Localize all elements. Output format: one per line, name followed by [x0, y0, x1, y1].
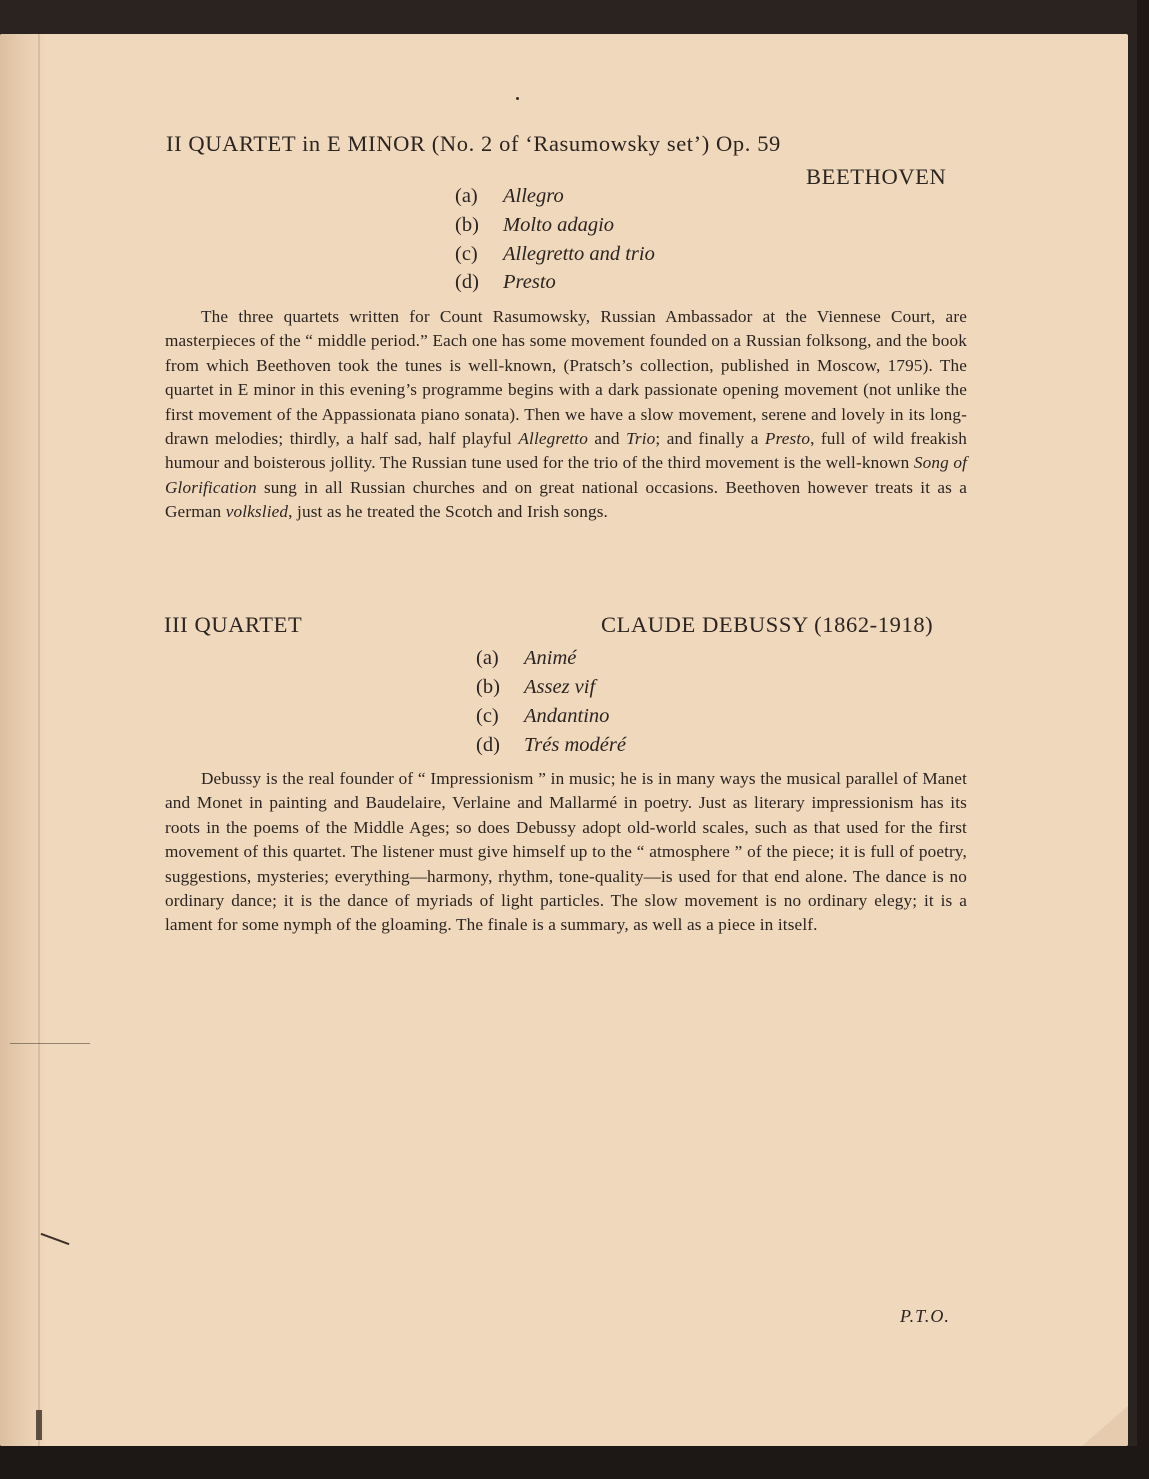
- movement-item: [455, 214, 614, 237]
- movement-label: (d): [455, 271, 479, 293]
- movement-item: [476, 734, 626, 757]
- note-text: , just as he treated the Scotch and Irish songs.: [288, 502, 609, 522]
- page-turn-note: P.T.O.: [900, 1306, 950, 1326]
- section-3-composer: CLAUDE DEBUSSY (1862-1918): [601, 612, 934, 637]
- paper-scratch: [10, 1043, 90, 1044]
- paper-speck: [516, 97, 519, 100]
- note-italic: Allegretto: [518, 429, 588, 449]
- movement-title: Allegro: [503, 185, 564, 207]
- movement-label: (c): [476, 705, 499, 727]
- movement-label: (d): [476, 734, 500, 756]
- movement-item: [476, 647, 576, 670]
- movement-item: [476, 676, 595, 699]
- note-text: The three quartets written for Count Rasumowsky, Russian Ambassador at the Viennese Court, are masterpieces of the “ middle period.” Each one has some movement founded on a Russian folksong, and the book from which Beethoven took the tunes is well-known, (Pratsch’s collection, published in Moscow, 1795). The quartet in E minor in this evening’s programme begins with a dark passionate opening movement (not unlike the first movement of the Appassionata piano sonata). Then we have a slow movement, serene and lovely in its long-drawn melodies; thirdly, a half sad, half playful: [165, 307, 967, 449]
- note-italic: Trio: [626, 429, 656, 449]
- movement-label: (c): [455, 243, 478, 265]
- note-italic: Presto: [764, 429, 811, 449]
- movement-title: Molto adagio: [503, 214, 615, 236]
- movement-label: (b): [476, 676, 500, 698]
- section-2-composer: BEETHOVEN: [806, 164, 947, 189]
- scan-background-right: [1137, 0, 1149, 1479]
- movement-title: Andantino: [524, 705, 610, 727]
- section-2-note: [165, 305, 967, 525]
- section-3-note: Debussy is the real founder of “ Impressionism ” in music; he is in many ways the musical parallel of Manet and Monet in painting and Baudelaire, Verlaine and Mallarmé in poetry. Just as literary impressionism has its roots in the poems of the Middle Ages; so does Debussy adopt old-world scales, such as that used for the first movement of this quartet. The listener must give himself up to the “ atmosphere ” of the piece; it is full of poetry, suggestions, mysteries; everything—harmony, rhythm, tone-quality—is used for that end alone. The dance is no ordinary dance; it is the dance of myriads of light particles. The slow movement is no ordinary elegy; it is a lament for some nymph of the gloaming. The finale is a summary, as well as a piece in itself.: [165, 769, 967, 935]
- section-3-heading: III QUARTET: [164, 612, 303, 637]
- movement-title: Allegretto and trio: [503, 243, 655, 265]
- movement-item: [455, 185, 564, 208]
- movement-label: (a): [476, 647, 499, 669]
- movement-item: [455, 271, 556, 294]
- section-2-heading: II QUARTET in E MINOR (No. 2 of ‘Rasumowsky set’) Op. 59: [166, 131, 781, 156]
- movement-label: (a): [455, 185, 478, 207]
- scan-background-bottom: [0, 1446, 1149, 1479]
- movement-item: [455, 243, 655, 266]
- note-italic: volkslied: [225, 502, 289, 522]
- paper-scratch: [36, 1410, 42, 1440]
- movement-title: Trés modéré: [524, 734, 626, 756]
- note-text: sung in all Russian churches and on great national occasions. Beethoven however treats it as a German: [165, 477, 967, 522]
- note-text: , full of wild freakish humour and boisterous jollity. The Russian tune used for the trio of the third movement is the well-known: [165, 429, 967, 473]
- note-text: and: [587, 429, 627, 449]
- movement-title: Presto: [503, 271, 556, 293]
- note-italic: Song of Glorification: [165, 453, 967, 497]
- movement-title: Assez vif: [524, 676, 596, 698]
- movement-title: Animé: [524, 647, 577, 669]
- folded-corner: [1050, 1404, 1128, 1446]
- movement-label: (b): [455, 214, 479, 236]
- movement-item: [476, 705, 609, 728]
- note-text: ; and finally a: [655, 429, 765, 449]
